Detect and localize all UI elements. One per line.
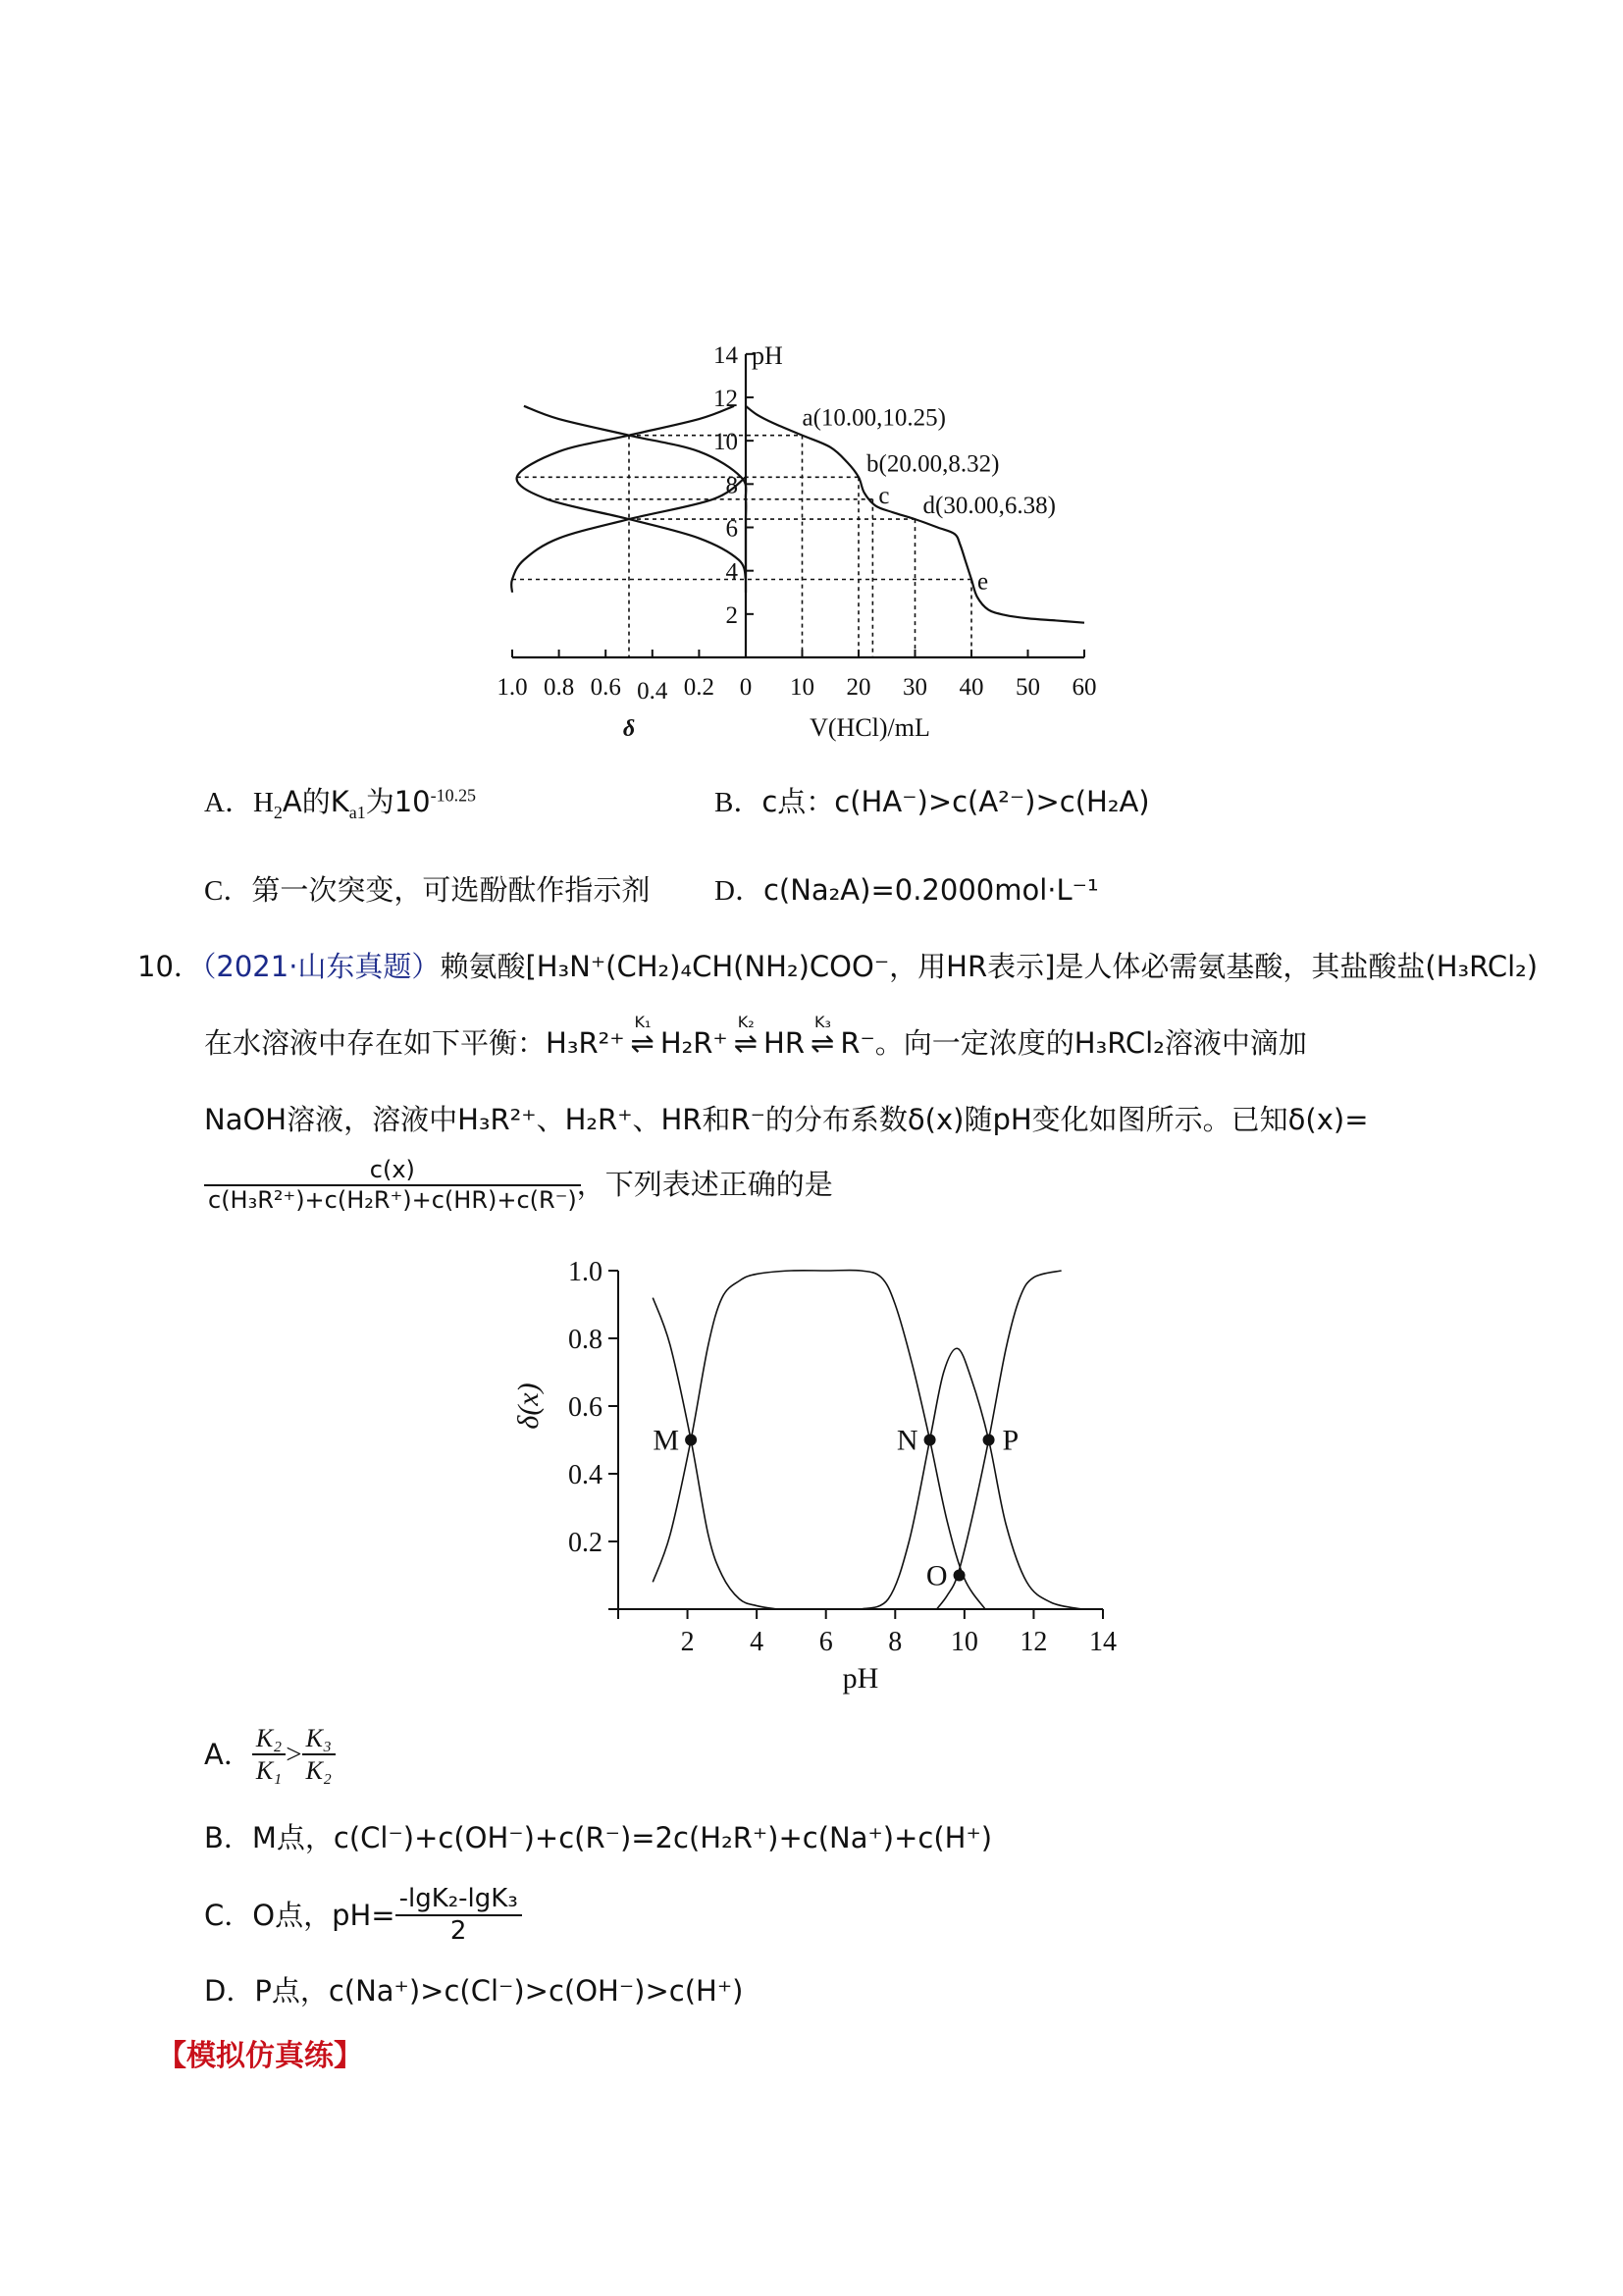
option-a-text: H <box>252 787 274 818</box>
distribution-curve-R- <box>937 1271 1062 1609</box>
x-tick-label: 8 <box>888 1627 903 1657</box>
point-label: a(10.00,10.25) <box>802 404 946 432</box>
y-tick-label: 12 <box>713 386 738 412</box>
option-label: C． <box>204 875 252 907</box>
y-tick-label: 0.2 <box>568 1528 602 1558</box>
point-label: P <box>1002 1424 1020 1457</box>
y-tick-label: 0.4 <box>568 1460 602 1490</box>
x-tick-label: 20 <box>846 674 871 701</box>
species: R⁻ <box>840 1026 875 1060</box>
option-label: D． <box>204 1974 255 2008</box>
option-label: B． <box>204 1821 252 1854</box>
delta-tick-label: 0.2 <box>683 674 715 701</box>
q10-line3: NaOH溶液，溶液中H₃R²⁺、H₂R⁺、HR和R⁻的分布系数δ(x)随pH变化如图所示。已知δ(x)= <box>204 1103 1369 1136</box>
operator: > <box>286 1738 302 1770</box>
question-text: 。向一定浓度的H₃RCl₂溶液中滴加 <box>874 1026 1307 1060</box>
y-axis-label: pH <box>752 340 783 370</box>
delta-tick-label: 0.4 <box>637 678 668 704</box>
x-tick-label: 6 <box>818 1627 833 1657</box>
q9-option-c[interactable] <box>204 873 650 909</box>
marker-point <box>685 1435 697 1446</box>
q10-line4 <box>208 1156 833 1215</box>
q10-option-a[interactable] <box>204 1723 336 1786</box>
option-a-text: A的K <box>282 785 349 818</box>
option-d-text: P点，c(Na⁺)>c(Cl⁻)>c(OH⁻)>c(H⁺) <box>254 1974 744 2008</box>
marker-point <box>954 1570 966 1582</box>
q9-titration-chart <box>461 216 1168 746</box>
fraction-denominator: K₂ <box>305 1756 332 1786</box>
fraction-curve-2 <box>511 477 746 592</box>
x-axis-label: pH <box>842 1662 879 1695</box>
superscript: -10.25 <box>430 785 477 806</box>
x-tick-label: 14 <box>1089 1627 1117 1657</box>
point-label: O <box>925 1559 948 1592</box>
q10-option-d[interactable] <box>204 1974 743 2009</box>
x-tick-label: 10 <box>790 674 814 701</box>
delta-tick-label: 0.8 <box>543 674 575 701</box>
fraction-numerator: K₂ <box>252 1723 286 1755</box>
equilibrium-arrow-icon: ⇌ K₁ <box>630 1013 654 1060</box>
fraction-numerator: -lgK₂-lgK₃ <box>395 1884 522 1916</box>
point-label: N <box>896 1424 918 1457</box>
y-tick-label: 10 <box>713 429 738 456</box>
y-tick-label: 4 <box>725 558 738 586</box>
y-tick-label: 8 <box>725 472 738 499</box>
q10-line2 <box>204 1013 1307 1061</box>
q9-option-b[interactable] <box>714 785 1150 820</box>
x-axis-label: V(HCl)/mL <box>810 713 930 742</box>
subscript: a1 <box>348 802 366 822</box>
delta-tick-label: 1.0 <box>497 674 528 701</box>
point-label: e <box>977 568 989 596</box>
option-label: A． <box>204 1737 252 1771</box>
point-label: b(20.00,8.32) <box>866 450 1000 478</box>
x-tick-label: 2 <box>680 1627 695 1657</box>
question-source: （2021·山东真题） <box>201 950 441 983</box>
fraction-denominator: c(H₃R²⁺)+c(H₂R⁺)+c(HR)+c(R⁻) <box>208 1185 577 1214</box>
point-label: d(30.00,6.38) <box>922 493 1056 520</box>
fraction-denominator: K₁ <box>255 1756 283 1786</box>
y-tick-label: 6 <box>725 515 738 543</box>
y-axis-label: δ(x) <box>512 1383 545 1430</box>
option-d-text: c(Na₂A)=0.2000mol·L⁻¹ <box>762 873 1099 907</box>
y-tick-label: 0.6 <box>568 1392 602 1423</box>
x-tick-label: 12 <box>1020 1627 1048 1657</box>
fraction <box>302 1723 336 1786</box>
fraction-denominator: 2 <box>449 1916 467 1947</box>
x-tick-label: 40 <box>959 674 984 701</box>
k-label: K₃ <box>814 1013 831 1031</box>
y-tick-label: 14 <box>713 341 738 369</box>
fraction <box>252 1723 286 1786</box>
marker-point <box>983 1435 995 1446</box>
species: H₂R⁺ <box>659 1026 728 1060</box>
fraction-numerator: K₃ <box>302 1723 336 1755</box>
point-label: M <box>653 1424 680 1457</box>
delta-tick-label: 0 <box>739 674 753 701</box>
equilibrium-arrow-icon: ⇌ K₃ <box>811 1013 835 1060</box>
x-tick-label: 10 <box>950 1627 978 1657</box>
x-tick-label: 50 <box>1016 674 1040 701</box>
question-text: 赖氨酸[H₃N⁺(CH₂)₄CH(NH₂)COO⁻，用HR表示]是人体必需氨基酸，其盐酸盐(H₃RCl₂) <box>440 950 1539 983</box>
delta-formula <box>208 1156 577 1215</box>
option-label: B． <box>714 787 762 818</box>
option-label: C． <box>204 1898 253 1932</box>
section-heading: 【模拟仿真练】 <box>157 2039 363 2073</box>
marker-point <box>924 1435 936 1446</box>
y-tick-label: 1.0 <box>568 1257 602 1287</box>
option-c-text: O点，pH= <box>252 1898 395 1932</box>
species: HR <box>763 1026 806 1060</box>
x-tick-label: 60 <box>1072 674 1097 701</box>
delta-axis-label: δ <box>622 716 636 742</box>
option-label: D． <box>714 875 763 907</box>
y-tick-label: 2 <box>725 601 738 629</box>
k-label: K₁ <box>634 1013 652 1031</box>
y-tick-label: 0.8 <box>568 1325 602 1355</box>
point-label: c <box>878 482 890 509</box>
subscript: 2 <box>273 802 283 822</box>
question-text: ，下列表述正确的是 <box>576 1168 833 1202</box>
q10-option-b[interactable] <box>204 1821 992 1855</box>
option-b-text: c点：c(HA⁻)>c(A²⁻)>c(H₂A) <box>761 785 1150 818</box>
q10-line1 <box>137 950 1538 984</box>
option-c-text: 第一次突变，可选酚酞作指示剂 <box>251 873 651 907</box>
species: H₃R²⁺ <box>546 1026 625 1060</box>
option-label: A． <box>204 787 253 818</box>
k-label: K₂ <box>737 1013 755 1031</box>
equilibrium-arrow-icon: ⇌ K₂ <box>733 1013 759 1060</box>
fraction <box>395 1884 522 1947</box>
question-text: 在水溶液中存在如下平衡： <box>204 1026 547 1060</box>
option-a-text: 为10 <box>365 785 431 818</box>
question-number: 10． <box>137 950 202 983</box>
x-tick-label: 30 <box>903 674 927 701</box>
q10-option-c[interactable] <box>204 1884 522 1947</box>
x-tick-label: 4 <box>750 1627 764 1657</box>
option-b-text: M点，c(Cl⁻)+c(OH⁻)+c(R⁻)=2c(H₂R⁺)+c(Na⁺)+c(H⁺) <box>251 1821 993 1854</box>
fraction-curve-1 <box>517 406 746 580</box>
fraction-numerator: c(x) <box>204 1156 581 1186</box>
distribution-curve-HR <box>861 1348 1082 1609</box>
q10-distribution-chart <box>491 1246 1158 1717</box>
q9-option-d[interactable] <box>714 873 1099 909</box>
delta-tick-label: 0.6 <box>590 674 621 701</box>
q9-option-a[interactable] <box>204 785 476 823</box>
